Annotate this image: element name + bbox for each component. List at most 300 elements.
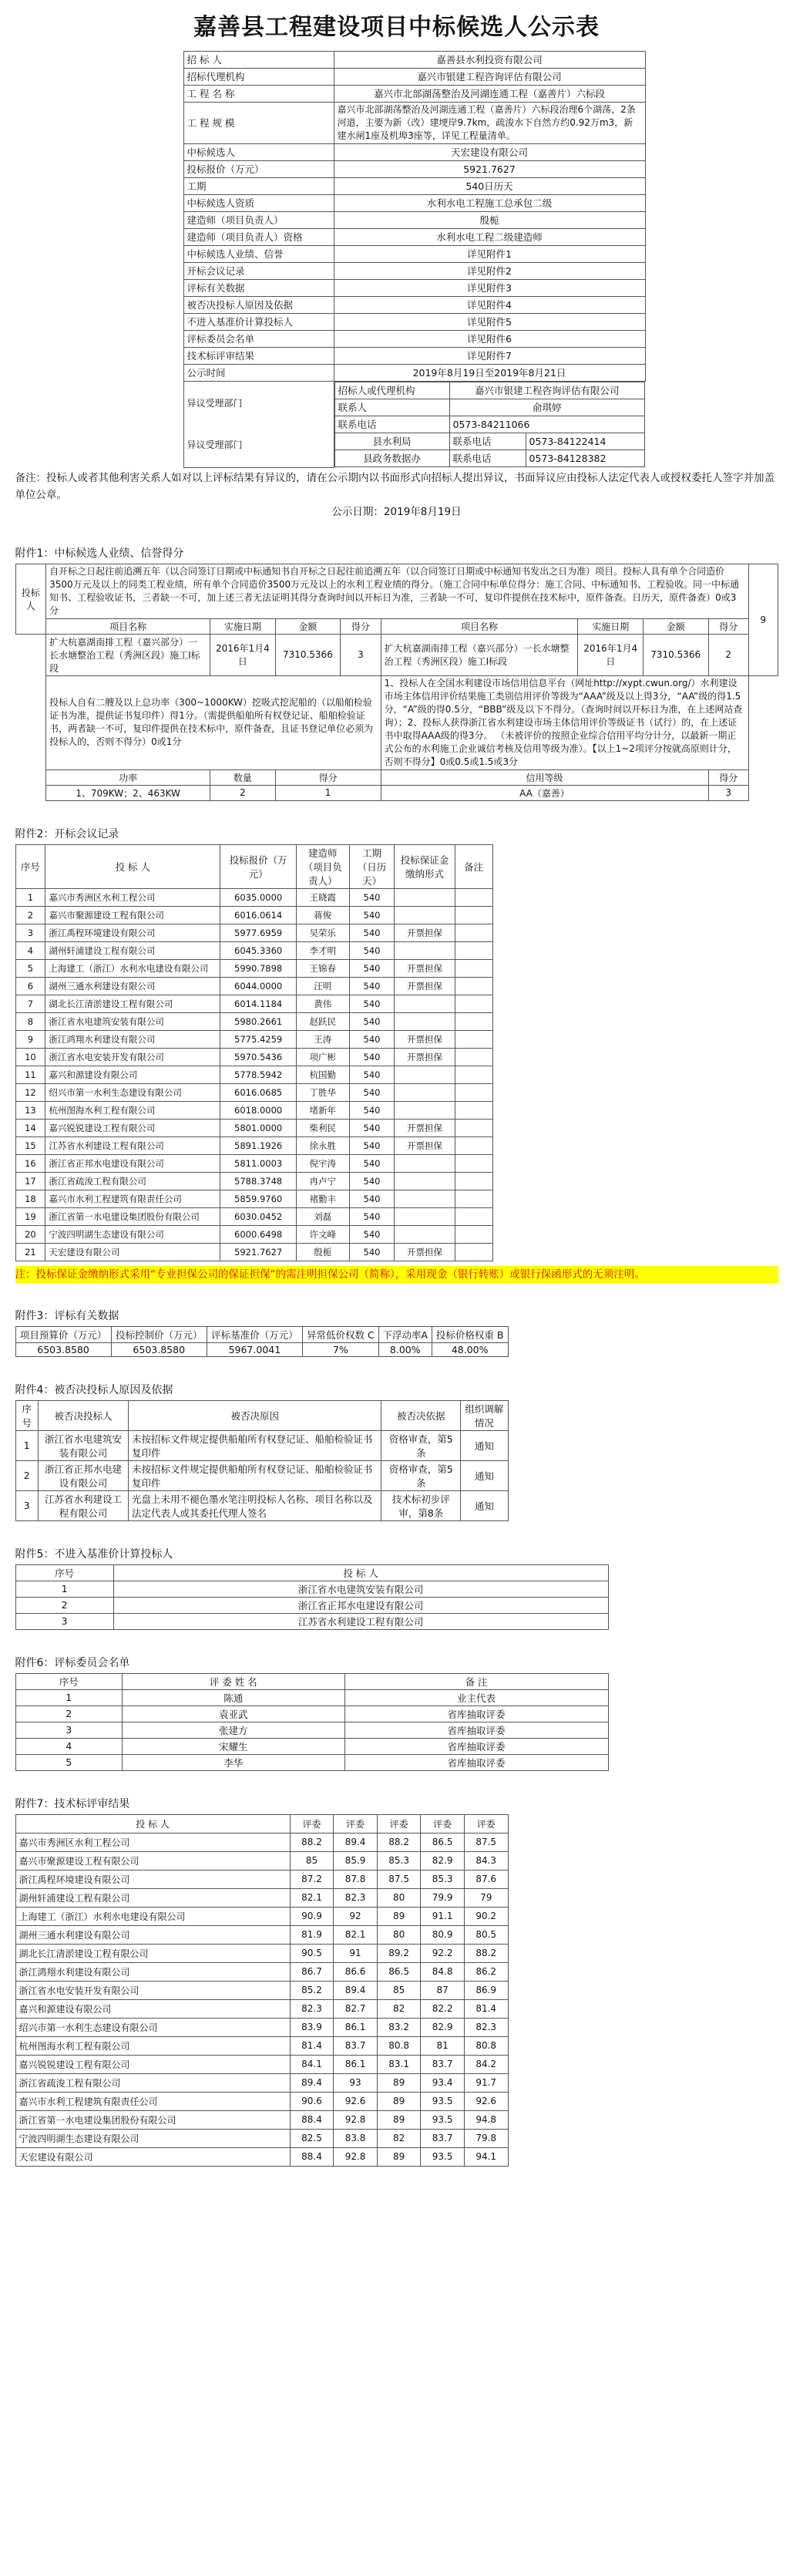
- agency-name: 嘉兴市银建工程咨询评估有限公司: [449, 382, 645, 399]
- a7-cell: 87.8: [334, 1870, 378, 1888]
- a2-cell: 开票担保: [395, 977, 455, 995]
- main-row: [183, 103, 645, 144]
- a2-cell: 10: [15, 1048, 45, 1066]
- a7-cell: 93.5: [421, 2147, 465, 2166]
- main-row: [183, 365, 645, 382]
- a7-cell: 87: [421, 1981, 465, 1999]
- a1-credit: AA（嘉善）: [381, 785, 708, 800]
- a2-cell: [455, 1066, 492, 1083]
- a2-cell: 540: [349, 1172, 395, 1190]
- a2-cell: 4: [15, 941, 45, 959]
- a5-header: 投 标 人: [113, 1564, 608, 1581]
- a6-header: 序号: [15, 1673, 122, 1689]
- a7-cell: 湖北长江清淤建设工程有限公司: [15, 1944, 290, 1962]
- a2-cell: [455, 888, 492, 906]
- a4-header: 被否决依据: [381, 1400, 461, 1430]
- table-row: [15, 888, 492, 906]
- a2-cell: 540: [349, 1012, 395, 1030]
- table-row: [15, 2036, 508, 2055]
- a2-cell: 540: [349, 1190, 395, 1207]
- a1-criteria: 自开标之日起往前追溯五年（以合同签订日期或中标通知书自开标之日起往前追溯五年（以合同签订日期或中标通知书发出之日为准）项目。投标人具有单个合同造价3500万元及以上的同类工程业绩，所有单个合同造价3500万元及以上的水利工程业绩的得分。（施工合同中标单位得分：施工合同、中标通知书、工程验收。同一中标通知书、工程验收证书，三者缺一不可，加上述三者无法证明其得分查询时间以开标日为准，三者缺一不可，复印件提供在技术标中，原件备查。日历天，原件备查）0或3分: [46, 564, 749, 618]
- main-row-key: 公示时间: [183, 365, 334, 382]
- a4-cell: 光盘上未用不褪色墨水笔注明投标人名称、项目名称以及法定代表人或其委托代理人签名: [128, 1490, 381, 1520]
- a2-cell: 开票担保: [395, 1048, 455, 1066]
- a2-cell: 5775.4259: [220, 1030, 297, 1048]
- table-row: [15, 1101, 492, 1119]
- a2-cell: 540: [349, 1048, 395, 1066]
- a3-cell: 5967.0041: [207, 1342, 302, 1356]
- a5-cell: 3: [15, 1613, 113, 1629]
- a7-cell: 81.4: [290, 2036, 334, 2055]
- main-row-key: 中标候选人资质: [183, 195, 334, 212]
- a7-cell: 83.1: [377, 2055, 421, 2073]
- a6-cell: 4: [15, 1738, 122, 1754]
- a5-table: [15, 1564, 609, 1630]
- a7-cell: 82.1: [290, 1888, 334, 1907]
- a2-cell: [395, 1066, 455, 1083]
- a1-ship-score: 1: [275, 785, 381, 800]
- a2-cell: 21: [15, 1243, 45, 1261]
- table-row: [15, 1012, 492, 1030]
- table-row: [15, 1430, 508, 1460]
- table-row: [15, 1048, 492, 1066]
- a2-cell: 蒋俊: [296, 906, 349, 924]
- a2-cell: 刘磊: [296, 1207, 349, 1225]
- table-row: [15, 1030, 492, 1048]
- a2-cell: 20: [15, 1225, 45, 1243]
- a2-cell: 540: [349, 924, 395, 941]
- a2-cell: 2: [15, 906, 45, 924]
- a4-cell: 技术标初步评审，第8条: [381, 1490, 461, 1520]
- a7-cell: 91.7: [464, 2073, 508, 2092]
- a2-cell: 堵新年: [296, 1101, 349, 1119]
- main-row-value: 详见附件1: [334, 246, 645, 263]
- table-row: [15, 1243, 492, 1261]
- a2-cell: 5811.0003: [220, 1154, 297, 1172]
- main-row-key: 建造师（项目负责人）资格: [183, 229, 334, 246]
- a7-cell: 89: [377, 2147, 421, 2166]
- main-row-value: 详见附件6: [334, 331, 645, 348]
- a1-p1-score: 3: [341, 634, 381, 675]
- a2-cell: 540: [349, 995, 395, 1012]
- a2-cell: 湖州三通水利建设有限公司: [45, 977, 220, 995]
- a2-cell: [455, 906, 492, 924]
- a7-header: 投 标 人: [15, 1814, 290, 1833]
- dept1-phone: 0573-84122414: [526, 433, 645, 450]
- a2-cell: 540: [349, 1243, 395, 1261]
- a3-title: 附件3：评标有关数据: [15, 1309, 119, 1322]
- a7-cell: 87.5: [377, 1870, 421, 1888]
- a2-cell: 倪宇涛: [296, 1154, 349, 1172]
- a6-cell: 2: [15, 1706, 122, 1722]
- table-row: [15, 995, 492, 1012]
- a2-cell: [395, 941, 455, 959]
- main-row-key: 开标会议记录: [183, 263, 334, 280]
- a2-cell: 6045.3360: [220, 941, 297, 959]
- a7-cell: 82.3: [464, 2018, 508, 2036]
- a7-cell: 90.9: [290, 1907, 334, 1925]
- a7-cell: 93.5: [421, 2110, 465, 2129]
- main-row-value: 详见附件3: [334, 280, 645, 297]
- a7-cell: 83.7: [421, 2129, 465, 2147]
- a1-total: 9: [748, 564, 778, 675]
- a4-cell: 通知: [461, 1460, 508, 1490]
- a2-cell: [395, 1154, 455, 1172]
- main-row-key: 招标代理机构: [183, 69, 334, 86]
- a7-cell: 84.2: [464, 2055, 508, 2073]
- main-row-key: 招 标 人: [183, 52, 334, 69]
- a2-cell: 项广彬: [296, 1048, 349, 1066]
- main-row-value: 详见附件2: [334, 263, 645, 280]
- table-row: [15, 1119, 492, 1136]
- a7-cell: 92.2: [421, 1944, 465, 1962]
- a4-header: 被否决投标人: [38, 1400, 128, 1430]
- a6-cell: 省库抽取评委: [344, 1706, 608, 1722]
- a7-cell: 89.2: [377, 1944, 421, 1962]
- a2-cell: 15: [15, 1136, 45, 1154]
- a7-cell: 92.8: [334, 2147, 378, 2166]
- a7-cell: 80.9: [421, 1925, 465, 1944]
- a3-cell: 48.00%: [432, 1342, 508, 1356]
- a2-title: 附件2：开标会议记录: [15, 827, 119, 840]
- a7-cell: 88.4: [290, 2110, 334, 2129]
- a2-cell: [395, 1172, 455, 1190]
- a7-cell: 89.4: [334, 1833, 378, 1851]
- table-row: [15, 941, 492, 959]
- a7-cell: 85.9: [334, 1851, 378, 1870]
- a2-cell: [455, 959, 492, 977]
- table-row: [15, 1190, 492, 1207]
- a2-cell: 吴荣乐: [296, 924, 349, 941]
- a7-cell: 89: [377, 1907, 421, 1925]
- a4-header: 序号: [15, 1400, 38, 1430]
- page: [15, 0, 778, 2167]
- a7-cell: 88.2: [377, 1833, 421, 1851]
- a7-header: 评委: [290, 1814, 334, 1833]
- dept1: 县水利局: [334, 433, 449, 450]
- a7-cell: 浙江省第一水电建设集团股份有限公司: [15, 2110, 290, 2129]
- a6-cell: 张建方: [122, 1722, 344, 1738]
- a2-cell: [455, 995, 492, 1012]
- main-row-key: 工期: [183, 178, 334, 195]
- a6-header: 备 注: [344, 1673, 608, 1689]
- a2-cell: 19: [15, 1207, 45, 1225]
- main-row: [183, 212, 645, 229]
- a7-header: 评委: [334, 1814, 378, 1833]
- a7-cell: 82.9: [421, 1851, 465, 1870]
- a1-p2-name: 扩大杭嘉湖南排工程（嘉兴部分）一长水塘整治工程（秀洲区段）施工Ⅰ标段: [381, 634, 578, 675]
- a2-note: 注：投标保证金缴纳形式采用“专业担保公司的保证担保”的需注明担保公司（简称），采用现金（银行转账）或银行保函形式的无须注明。: [15, 1266, 778, 1283]
- a7-cell: 上海建工（浙江）水利水电建设有限公司: [15, 1907, 290, 1925]
- table-row: [15, 1888, 508, 1907]
- table-row: [15, 2092, 508, 2110]
- a7-cell: 85.3: [421, 1870, 465, 1888]
- dept2-phone: 0573-84128382: [526, 450, 645, 467]
- a6-title: 附件6：评标委员会名单: [15, 1656, 130, 1669]
- a6-cell: 3: [15, 1722, 122, 1738]
- a7-header: 评委: [464, 1814, 508, 1833]
- table-row: [15, 1962, 508, 1981]
- main-row-value: 2019年8月19日至2019年8月21日: [334, 365, 645, 382]
- a2-cell: 17: [15, 1172, 45, 1190]
- a3-header: 评标基准价（万元）: [207, 1326, 302, 1342]
- main-row: [183, 69, 645, 86]
- main-info-table: 招 标 人 嘉善县水利投资有限公司 招标代理机构 嘉兴市银建工程咨询评估有限公司 工 程 名 称 嘉兴市北部湖荡整治及河湖连通工程（嘉善片）六标段 工 程 规 模 嘉兴市北部湖荡整治及河湖连通工程（嘉善片）六标段治理6个湖荡，2条河道，主要为新（改）建埂岸9.7km，疏浚水下自然方约0.92万m3，新建水闸1座及机埠3座等，详见工程量清单。 中标候选人 天宏建设有限公司 投标报价（万元） 5921.7627 工期 540日历天 中标候选人资质 水利水电工程施工总承包二级 建造师（项目负责人） 殷栀 建造师（项目负责人）资格 水利水电工程二级建造师 中标候选人业绩、信誉 详见附件1 开标会议记录 详见附件2 评标有关数据 详见附件3 被否决投标人原因及依据 详见附件4 不进入基准价计算投标人 详见附件5 评标委员会名单 详见附件6 技术标评审结果 详见附件7 公示时间 2019年8月19日至2019年8月21日 异议受理部门 异议受理部门 招标人或代理机构 嘉兴市银建工程咨询评估有限公司 联系人 俞琪婷 联系电话 0573-84211066 县水利局 联系电话 0573-84122414 县政务数据办 联系电话 0573-84128382: [183, 51, 646, 468]
- main-row: [183, 144, 645, 161]
- main-row: [183, 86, 645, 103]
- a4-cell: 资格审查，第5条: [381, 1430, 461, 1460]
- a1-table: 投标人 自开标之日起往前追溯五年（以合同签订日期或中标通知书自开标之日起往前追溯五年（以合同签订日期或中标通知书发出之日为准）项目。投标人具有单个合同造价3500万元及以上的同类工程业绩，所有单个合同造价3500万元及以上的水利工程业绩的得分。（施工合同中标单位得分：施工合同、中标通知书、工程验收。同一中标通知书、工程验收证书，三者缺一不可，加上述三者无法证明其得分查询时间以开标日为准，三者缺一不可，复印件提供在技术标中，原件备查。日历天，原件备查）0或3分 9 项目名称 实施日期 金额 得分 项目名称 实施日期 金额 得分 扩大杭嘉湖南排工程（嘉兴部分）一长水塘整治工程（秀洲区段）施工Ⅰ标段 2016年1月4日 7310.5366 3 扩大杭嘉湖南排工程（嘉兴部分）一长水塘整治工程（秀洲区段）施工Ⅰ标段 2016年1月4日 7310.5366 2 投标人自有二艘及以上总功率（300~1000KW）挖吸式挖泥船的（以船舶检验证书为准，提供证书复印件）得1分。（需提供船舶所有权登记证、船舶检验证书，两者缺一不可，复印件提供在技术标中，原件备查，且证书登记单位必须为投标人的，否则不得分）0或1分 1、投标人在全国水利建设市场信用信息平台（网址http://xypt.cwun.org/）水利建设市场主体信用评价结果施工类别信用评价等级为“AAA”级及以上得3分，“AA”级的得1.5分，“A”级的得0.5分，“BBB”级及以下不得分。（查询时间以开标日为准，在上述网站查询）；2、投标人获得浙江省水利建设市场主体信用评价等级证书（试行）的，在上述证书中取得AAA级的得3分。 （未被评价的按照企业综合信用平均分计分，以最新一期正式公布的水利施工企业诚信考核及信用等级为准）。【以上1~2项评分按就高原则计分，否则不得分】0或0.5或1.5或3分 功率 数量 得分 信用等级 得分 1、709KW；2、463KW 2 1 AA（嘉善） 3: [15, 564, 778, 801]
- table-row: [15, 1944, 508, 1962]
- table-row: [15, 977, 492, 995]
- a2-cell: 浙江省疏浚工程有限公司: [45, 1172, 220, 1190]
- a2-cell: 5891.1926: [220, 1136, 297, 1154]
- table-row: [15, 1706, 608, 1722]
- a7-cell: 93.5: [421, 2092, 465, 2110]
- a1-p1-name: 扩大杭嘉湖南排工程（嘉兴部分）一长水塘整治工程（秀洲区段）施工Ⅰ标段: [46, 634, 210, 675]
- a7-cell: 90.6: [290, 2092, 334, 2110]
- a7-cell: 86.1: [334, 2018, 378, 2036]
- objection-label: 异议受理部门 异议受理部门: [183, 382, 334, 468]
- a2-cell: 冉卢宁: [296, 1172, 349, 1190]
- a2-cell: 嘉兴市水利工程建筑有限责任公司: [45, 1190, 220, 1207]
- a2-cell: 5977.6959: [220, 924, 297, 941]
- table-row: [15, 2110, 508, 2129]
- table-row: [15, 2073, 508, 2092]
- a4-cell: 浙江省正邦水电建设有限公司: [38, 1460, 128, 1490]
- main-row-value: 嘉善县水利投资有限公司: [334, 52, 645, 69]
- a2-cell: 1: [15, 888, 45, 906]
- a2-cell: [455, 941, 492, 959]
- a7-cell: 82.9: [421, 2018, 465, 2036]
- a2-cell: [455, 1012, 492, 1030]
- main-row-key: 评标委员会名单: [183, 331, 334, 348]
- a7-cell: 浙江省疏浚工程有限公司: [15, 2073, 290, 2092]
- a2-cell: [395, 1083, 455, 1101]
- a2-cell: 江苏省水利建设工程有限公司: [45, 1136, 220, 1154]
- a2-cell: [455, 1172, 492, 1190]
- a2-cell: 12: [15, 1083, 45, 1101]
- a1-p2-date: 2016年1月4日: [578, 634, 643, 675]
- a7-cell: 82.7: [334, 1999, 378, 2018]
- a5-cell: 1: [15, 1581, 113, 1597]
- main-row: [183, 263, 645, 280]
- table-row: [15, 1597, 608, 1613]
- main-row-value: 水利水电工程施工总承包二级: [334, 195, 645, 212]
- table-row: [15, 1722, 608, 1738]
- a4-cell: 资格审查，第5条: [381, 1460, 461, 1490]
- main-row-key: 建造师（项目负责人）: [183, 212, 334, 229]
- a2-cell: 6035.0000: [220, 888, 297, 906]
- a7-cell: 86.6: [334, 1962, 378, 1981]
- a2-cell: 5970.5436: [220, 1048, 297, 1066]
- a6-cell: 1: [15, 1689, 122, 1706]
- a2-cell: 6030.0452: [220, 1207, 297, 1225]
- main-row: [183, 52, 645, 69]
- a5-cell: 浙江省正邦水电建设有限公司: [113, 1597, 608, 1613]
- table-row: [15, 1225, 492, 1243]
- a7-cell: 84.1: [290, 2055, 334, 2073]
- a3-table: [15, 1326, 509, 1357]
- table-row: [15, 2147, 508, 2166]
- a7-cell: 93: [334, 2073, 378, 2092]
- main-row-value: 嘉兴市北部湖荡整治及河湖连通工程（嘉善片）六标段: [334, 86, 645, 103]
- a2-cell: 5801.0000: [220, 1119, 297, 1136]
- a5-header: 序号: [15, 1564, 113, 1581]
- table-row: [15, 1981, 508, 1999]
- a2-cell: 黄伟: [296, 995, 349, 1012]
- table-row: [15, 1754, 608, 1770]
- a7-cell: 86.2: [464, 1962, 508, 1981]
- a2-cell: 540: [349, 1030, 395, 1048]
- a2-cell: 540: [349, 1207, 395, 1225]
- a2-cell: 540: [349, 888, 395, 906]
- a7-cell: 80.8: [377, 2036, 421, 2055]
- a7-cell: 91.1: [421, 1907, 465, 1925]
- a2-cell: [455, 1083, 492, 1101]
- table-row: [15, 2129, 508, 2147]
- a7-cell: 85.2: [290, 1981, 334, 1999]
- a2-cell: 6018.0000: [220, 1101, 297, 1119]
- a2-cell: 5778.5942: [220, 1066, 297, 1083]
- a7-cell: 嘉兴市秀洲区水利工程公司: [15, 1833, 290, 1851]
- a7-cell: 79.9: [421, 1888, 465, 1907]
- a2-cell: [455, 1048, 492, 1066]
- a7-cell: 80.8: [464, 2036, 508, 2055]
- a7-cell: 94.1: [464, 2147, 508, 2166]
- a6-cell: 宋耀生: [122, 1738, 344, 1754]
- a2-cell: 天宏建设有限公司: [45, 1243, 220, 1261]
- a1-power: 1、709KW；2、463KW: [46, 785, 210, 800]
- a2-cell: 6016.0685: [220, 1083, 297, 1101]
- a2-cell: 湖北长江清淤建设工程有限公司: [45, 995, 220, 1012]
- main-row-key: 中标候选人业绩、信誉: [183, 246, 334, 263]
- a2-cell: 浙江省水电安装开发有限公司: [45, 1048, 220, 1066]
- main-row-value: 嘉兴市银建工程咨询评估有限公司: [334, 69, 645, 86]
- a7-cell: 89: [377, 2073, 421, 2092]
- a2-cell: 9: [15, 1030, 45, 1048]
- a7-cell: 90.5: [290, 1944, 334, 1962]
- a2-cell: 540: [349, 906, 395, 924]
- a2-cell: 540: [349, 959, 395, 977]
- table-row: [15, 1207, 492, 1225]
- table-row: [15, 924, 492, 941]
- a4-cell: 通知: [461, 1430, 508, 1460]
- a7-cell: 90.2: [464, 1907, 508, 1925]
- a5-title: 附件5：不进入基准价计算投标人: [15, 1547, 173, 1561]
- a7-cell: 绍兴市第一水利生态建设有限公司: [15, 2018, 290, 2036]
- a2-cell: 绍兴市第一水利生态建设有限公司: [45, 1083, 220, 1101]
- a2-cell: [395, 888, 455, 906]
- a7-cell: 86.9: [464, 1981, 508, 1999]
- main-row: [183, 331, 645, 348]
- a2-cell: [455, 1136, 492, 1154]
- a2-cell: [455, 977, 492, 995]
- table-row: [15, 1833, 508, 1851]
- a2-cell: 开票担保: [395, 959, 455, 977]
- a7-cell: 87.6: [464, 1870, 508, 1888]
- a7-cell: 85: [290, 1851, 334, 1870]
- a2-cell: [455, 1190, 492, 1207]
- a3-cell: 6503.8580: [15, 1342, 111, 1356]
- a2-cell: 王涛: [296, 1030, 349, 1048]
- a6-cell: 5: [15, 1754, 122, 1770]
- table-row: [15, 1066, 492, 1083]
- main-row: [183, 195, 645, 212]
- a2-cell: 5: [15, 959, 45, 977]
- a2-cell: 嘉兴和源建设有限公司: [45, 1066, 220, 1083]
- a7-title: 附件7：技术标评审结果: [15, 1797, 130, 1810]
- a7-cell: 浙江禹程环境建设有限公司: [15, 1870, 290, 1888]
- table-row: [15, 2018, 508, 2036]
- main-row-value: 天宏建设有限公司: [334, 144, 645, 161]
- a2-cell: 540: [349, 977, 395, 995]
- a7-header: 评委: [377, 1814, 421, 1833]
- a6-cell: 省库抽取评委: [344, 1754, 608, 1770]
- a4-header: 被否决原因: [128, 1400, 381, 1430]
- a7-cell: 82: [377, 2129, 421, 2147]
- a1-credit-score: 3: [708, 785, 748, 800]
- a2-cell: 5921.7627: [220, 1243, 297, 1261]
- a7-cell: 92.6: [334, 2092, 378, 2110]
- a4-cell: 通知: [461, 1490, 508, 1520]
- a2-cell: [395, 1207, 455, 1225]
- a2-cell: 开票担保: [395, 1119, 455, 1136]
- a4-cell: 2: [15, 1460, 38, 1490]
- main-row: [183, 229, 645, 246]
- a2-cell: 汪明: [296, 977, 349, 995]
- a2-cell: 开票担保: [395, 1136, 455, 1154]
- a2-cell: [455, 1207, 492, 1225]
- a2-cell: [455, 924, 492, 941]
- table-row: [15, 1925, 508, 1944]
- a7-cell: 87.5: [464, 1833, 508, 1851]
- a7-cell: 嘉兴锐锐建设工程有限公司: [15, 2055, 290, 2073]
- a2-cell: [455, 1243, 492, 1261]
- a2-cell: 8: [15, 1012, 45, 1030]
- a6-cell: 省库抽取评委: [344, 1722, 608, 1738]
- a2-cell: [395, 995, 455, 1012]
- a2-cell: 浙江省正邦水电建设有限公司: [45, 1154, 220, 1172]
- a2-cell: 7: [15, 995, 45, 1012]
- a2-cell: 浙江禹程环境建设有限公司: [45, 924, 220, 941]
- a1-credit-text: 1、投标人在全国水利建设市场信用信息平台（网址http://xypt.cwun.org/）水利建设市场主体信用评价结果施工类别信用评价等级为“AAA”级及以上得3分，“AA”级的得1.5分，“A”级的得0.5分，“BBB”级及以下不得分。（查询时间以开标日为准，在上述网站查询）；2、投标人获得浙江省水利建设市场主体信用评价等级证书（试行）的，在上述证书中取得AAA级的得3分。 （未被评价的按照企业综合信用平均分计分，以最新一期正式公布的水利施工企业诚信考核及信用等级为准）。【以上1~2项评分按就高原则计分，否则不得分】0或0.5或1.5或3分: [381, 675, 748, 769]
- table-row: [15, 1689, 608, 1706]
- main-row-key: 技术标评审结果: [183, 348, 334, 365]
- a2-cell: 浙江省水电建筑安装有限公司: [45, 1012, 220, 1030]
- a1-p2-score: 2: [708, 634, 748, 675]
- main-row-value: 水利水电工程二级建造师: [334, 229, 645, 246]
- a4-cell: 1: [15, 1430, 38, 1460]
- main-row-value: 殷栀: [334, 212, 645, 229]
- table-row: [15, 2055, 508, 2073]
- a4-title: 附件4：被否决投标人原因及依据: [15, 1383, 173, 1396]
- a7-cell: 83.8: [334, 2129, 378, 2147]
- a2-cell: 540: [349, 1101, 395, 1119]
- a6-table: [15, 1673, 609, 1771]
- a2-cell: 浙江省第一水电建设集团股份有限公司: [45, 1207, 220, 1225]
- a2-cell: 16: [15, 1154, 45, 1172]
- a2-cell: 540: [349, 1066, 395, 1083]
- a2-cell: 5859.9760: [220, 1190, 297, 1207]
- dept2: 县政务数据办: [334, 450, 449, 467]
- table-row: [15, 1581, 608, 1597]
- table-row: [15, 1851, 508, 1870]
- main-row-key: 中标候选人: [183, 144, 334, 161]
- main-row: [183, 246, 645, 263]
- a5-cell: 浙江省水电建筑安装有限公司: [113, 1581, 608, 1597]
- a2-cell: 丁胜华: [296, 1083, 349, 1101]
